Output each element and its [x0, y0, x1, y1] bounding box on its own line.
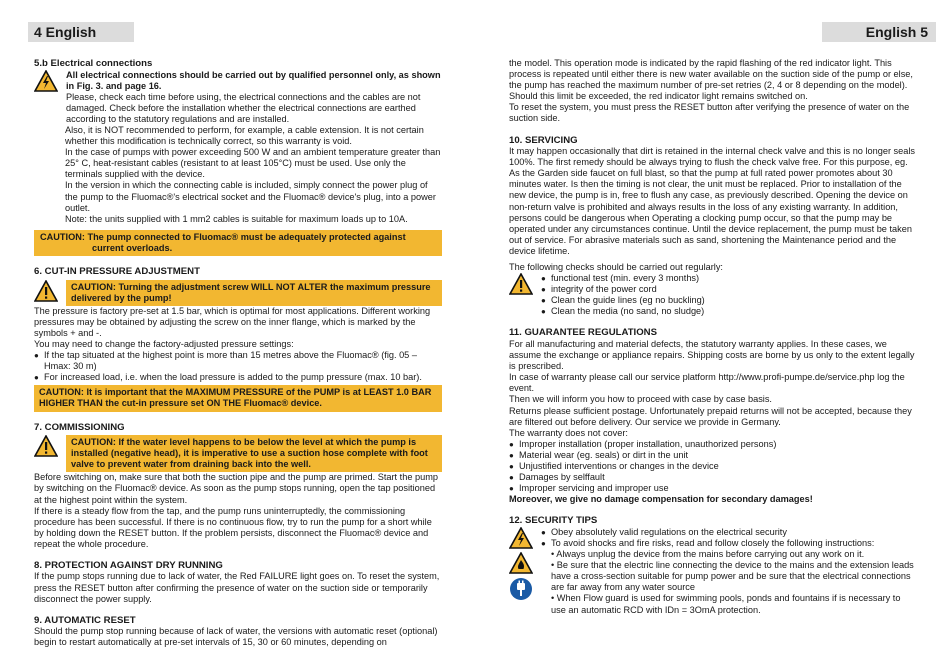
warranty-exclusion-1: ● Improper installation (proper installation, unauthorized persons): [509, 439, 917, 450]
warning-icon: [509, 273, 535, 295]
warning-icon: [34, 435, 60, 457]
section-title-10: 10. SERVICING: [509, 134, 578, 146]
page-header-right: English 5: [822, 22, 936, 42]
unplug-instruction-icon: [509, 577, 533, 601]
pressure-bullet-2: ● For increased load, i.e. when the load pressure is added to the pump pressure (max. 10 bar).: [34, 372, 442, 383]
electrical-intro: All electrical connections should be carried out by qualified personnel only, as shown in Fig. 3. and page 16.: [66, 69, 441, 91]
section-title-7: 7. COMMISSIONING: [34, 421, 125, 433]
check-item-4: ● Clean the media (no sand, no sludge): [541, 306, 917, 317]
guarantee-text-3: Then we will inform you how to proceed with case by case basis.: [509, 394, 772, 405]
right-column: [509, 58, 917, 616]
electrical-text-4: In the version in which the connecting cable is included, simply connect the power plug of the pump to the Fluomac®'s electrical socket and the Fluomac® device's plug, into a power outlet.: [65, 180, 436, 213]
commissioning-text: Before switching on, make sure that both the suction pipe and the pump are primed. Start the pump by switching on the Fluomac® device. As soon as the pump stops running, open the tap positioned at the highest point within the system.: [34, 472, 438, 505]
check-item-3: ● Clean the guide lines (eg no buckling): [541, 295, 917, 306]
commissioning-text-2: If there is a steady flow from the tap, and the pump runs uninterruptedly, the commissioning procedure has been successful. If there is no continuous flow, try to run the pump for a short while by holding down the RESET button. If the problem persists, disconnect the Fluomac® device and repeat the whole procedure.: [34, 505, 432, 549]
security-sub-3: • When Flow guard is used for swimming pools, ponds and fountains if is necessary to use an automatic RCD with IDn = 3OmA protection.: [551, 593, 901, 615]
guarantee-text-5: The warranty does not cover:: [509, 427, 628, 438]
guarantee-text-2: In case of warranty please call our service platform http://www.profi-pumpe.de/service.php log the event.: [509, 372, 905, 394]
security-bullet-1: ● Obey absolutely valid regulations on the electrical security: [541, 527, 917, 538]
check-item-1: ● functional test (min. every 3 months): [541, 273, 917, 284]
electrical-warning-block: [34, 70, 442, 125]
warranty-exclusion-4: ● Damages by selffault: [509, 472, 917, 483]
guarantee-text-4: Returns please sufficient postage. Unfortunately prepaid returns will not be accepted, because they are filtered out before delivery. Our service we provide in Germany.: [509, 405, 912, 427]
check-item-2: ● integrity of the power cord: [541, 284, 917, 295]
electrical-hazard-icon: [34, 70, 60, 92]
auto-reset-continued: the model. This operation mode is indicated by the rapid flashing of the red indicator light. This process is repeated until either there is new water available on the suction side of the pump or else, the pump has reached the maximum number of pre-set retries (2, 4 or 8 depending on the model). Should this limit be exceeded, the red indicator light remains switched on.: [509, 58, 913, 102]
caution-max-pressure: CAUTION: It is important that the MAXIMUM PRESSURE of the PUMP is at LEAST 1.0 BAR HIGHER THAN the cut-in pressure set ON THE Fluomac® device.: [34, 385, 442, 411]
caution-pressure: CAUTION: Turning the adjustment screw WILL NOT ALTER the maximum pressure delivered by the pump!: [66, 280, 442, 306]
guarantee-closing: Moreover, we give no damage compensation for secondary damages!: [509, 494, 813, 505]
pressure-text: The pressure is factory pre-set at 1.5 bar, which is optimal for most applications. Different working pressures may be obtained by adjusting the screw on the inner flange, which is marked by the symbols + and -.: [34, 305, 431, 338]
security-block: [509, 527, 917, 616]
electrical-text-1: Please, check each time before using, the electrical connections and the cables are not damaged. Check before the installation whether the electrical connections are earthed according to the statutory regulations and are installed.: [66, 91, 421, 124]
commissioning-caution-block: [34, 435, 442, 472]
checks-intro: The following checks should be carried out regularly:: [509, 262, 723, 272]
section-title-11: 11. GUARANTEE REGULATIONS: [509, 327, 658, 339]
section-title-12: 12. SECURITY TIPS: [509, 515, 598, 527]
page-header-left: 4 English: [28, 22, 134, 42]
servicing-text: It may happen occasionally that dirt is retained in the internal check valve and this is no longer seals 100%. The first remedy should be always trying to flush the check valve free. For this purpose, eg. As the Garden side faucet on full blast, so that the pump at full rated power promotes about 30 minutes water. Is then the timing is not clear, the unit must be replaced. Prior to installation of the new device, the pump is in, free to flush any case, as previously described. Opening the device on non-return valve is prohibited and always results in the loss of any existing warranty. In addition, persons could be dangerous when Operating a clocking pump occur, so that the pump may be operated under any circumstances continue. Until the device replacement, the pump must be taken out of service. For abrasive materials such as sand, shortening the Maintenance period and the device lifetime.: [509, 146, 916, 256]
section-title-8: 8. PROTECTION AGAINST DRY RUNNING: [34, 559, 223, 571]
pressure-caution-block: [34, 280, 442, 306]
security-icons: [509, 527, 535, 601]
warranty-exclusion-2: ● Material wear (eg. seals) or dirt in the unit: [509, 450, 917, 461]
electrical-text-2: Also, it is NOT recommended to perform, for example, a cable extension. It is not certain whether this modification is technically correct, so this warranty is void.: [65, 124, 424, 147]
security-sub-2: • Be sure that the electric line connecting the device to the mains and the extension leads have a cross-section suitable for pump power and be sure that the electrical connections are far away from any water source: [551, 560, 914, 593]
electrical-note: Note: the units supplied with 1 mm2 cables is suitable for maximum loads up to 10A.: [65, 213, 408, 224]
pressure-text-2: You may need to change the factory-adjusted pressure settings:: [34, 338, 294, 349]
electrical-hazard-icon: [509, 527, 533, 549]
fire-hazard-icon: [509, 552, 533, 574]
left-column: [34, 58, 442, 648]
guarantee-text: For all manufacturing and material defects, the statutory warranty applies. In these cases, we assume the exchange or appliance repairs. Shipping costs are borne by us only to the extent legally is prescribed.: [509, 338, 915, 372]
security-sub-1: • Always unplug the device from the mains before carrying out any work on it.: [551, 549, 865, 560]
electrical-text-3: In the case of pumps with power exceeding 500 W and an ambient temperature greater than 25° C, heat-resistant cables (resistant to at least 105°C) must be used. Use only the terminals supplied with the device.: [65, 147, 441, 180]
warranty-exclusion-5: ● Improper servicing and improper use: [509, 483, 917, 494]
section-title-5b: 5.b Electrical connections: [34, 58, 153, 69]
auto-reset-text: Should the pump stop running because of lack of water, the versions with automatic reset (optional) begin to restart automatically at pre-set intervals of 15, 30 or 60 minutes, depending on: [34, 626, 438, 648]
pressure-bullet-1: ● If the tap situated at the highest point is more than 15 metres above the Fluomac® (fig. 05 – Hmax: 30 m): [34, 350, 442, 372]
caution-overload: CAUTION: The pump connected to Fluomac® must be adequately protected against current overloads.: [34, 230, 442, 256]
checks-block: [509, 273, 917, 317]
section-title-9: 9. AUTOMATIC RESET: [34, 614, 136, 626]
auto-reset-continued-2: To reset the system, you must press the RESET button after verifying the presence of water on the suction side.: [509, 102, 910, 124]
warranty-exclusion-3: ● Unjustified interventions or changes in the device: [509, 461, 917, 472]
dry-running-text: If the pump stops running due to lack of water, the Red FAILURE light goes on. To reset the system, press the RESET button after confirming the presence of water on the suction side or temporarily disconnect the power supply.: [34, 571, 440, 604]
section-title-6: 6. CUT-IN PRESSURE ADJUSTMENT: [34, 266, 200, 277]
security-bullet-2: ● To avoid shocks and fire risks, read and follow closely the following instructions:: [541, 538, 917, 549]
warning-icon: [34, 280, 60, 302]
caution-negative-head: CAUTION: If the water level happens to be below the level at which the pump is installed (negative head), it is imperative to use a suction hose complete with foot valve to prevent water from draining back into the well.: [66, 435, 442, 472]
